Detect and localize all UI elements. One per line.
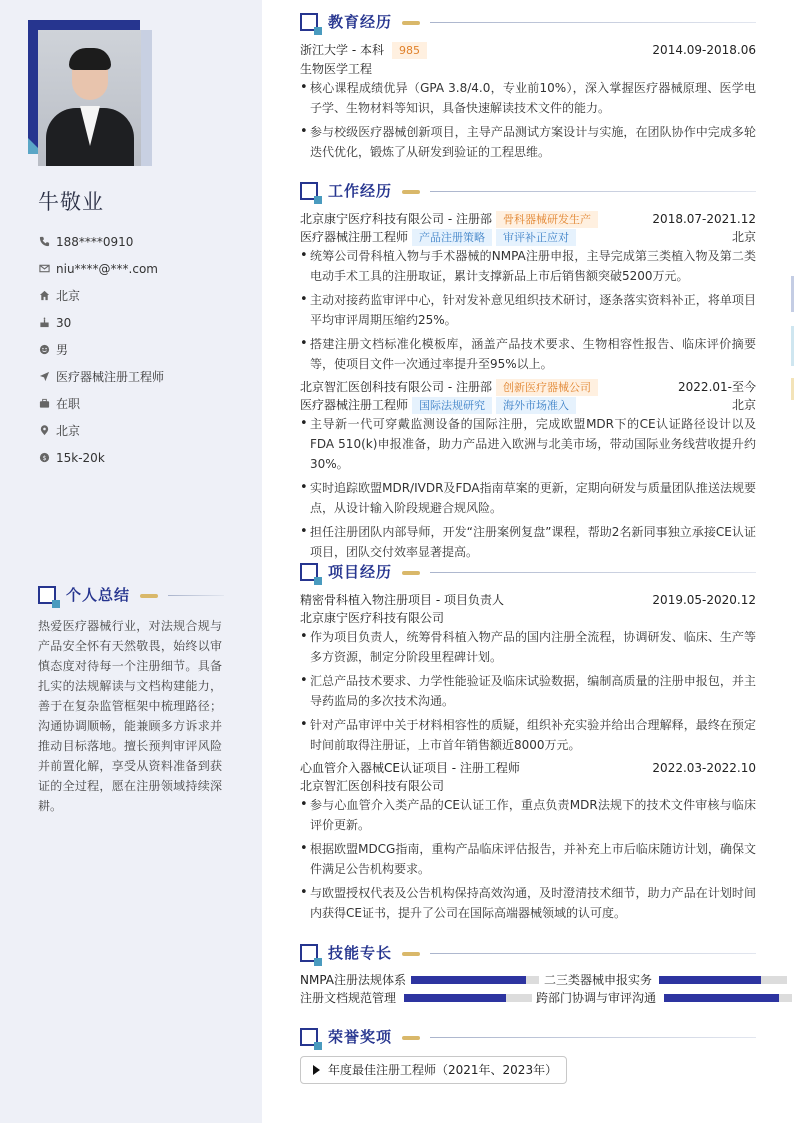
job-role: 医疗器械注册工程师 bbox=[300, 230, 409, 244]
list-item: • 汇总产品技术要求、力学性能验证及临床试验数据，编制高质量的注册申报包，并主导药监局的多次技术沟通。 bbox=[300, 671, 756, 711]
skill-bar-track bbox=[659, 976, 787, 984]
job-role-row bbox=[300, 396, 756, 414]
job-row bbox=[300, 210, 756, 228]
profile-photo-frame bbox=[28, 20, 152, 166]
svg-text:$: $ bbox=[41, 453, 47, 462]
honor-text: 年度最佳注册工程师（2021年、2023年） bbox=[328, 1063, 558, 1077]
job-date: 2022.01-至今 bbox=[678, 380, 756, 394]
project-name: 精密骨科植入物注册项目 - 项目负责人 bbox=[300, 593, 504, 607]
education-section-header bbox=[300, 12, 756, 34]
skill-bar-fill bbox=[664, 994, 779, 1002]
project-company: 北京智汇医创科技有限公司 bbox=[300, 779, 445, 793]
info-text-gender: 男 bbox=[56, 343, 69, 357]
section-icon bbox=[38, 586, 56, 604]
info-item-email bbox=[38, 255, 248, 282]
project-company: 北京康宁医疗科技有限公司 bbox=[300, 611, 445, 625]
mail-icon bbox=[38, 263, 50, 275]
section-gold-accent bbox=[402, 571, 420, 575]
major-row bbox=[300, 60, 756, 78]
section-divider bbox=[430, 572, 756, 573]
skill-item bbox=[536, 991, 792, 1005]
skill-label: 二三类器械申报实务 bbox=[544, 973, 653, 987]
education-title: 教育经历 bbox=[328, 13, 393, 31]
info-item-city bbox=[38, 417, 248, 444]
info-item-home bbox=[38, 282, 248, 309]
job-role: 医疗器械注册工程师 bbox=[300, 398, 409, 412]
play-triangle-icon bbox=[313, 1065, 320, 1075]
projects-title: 项目经历 bbox=[328, 563, 393, 581]
contact-info-list bbox=[38, 228, 248, 471]
section-divider bbox=[168, 595, 224, 596]
project-row bbox=[300, 591, 756, 609]
cake-icon bbox=[38, 317, 50, 329]
job-city: 北京 bbox=[731, 230, 756, 244]
role-tag: 海外市场准入 bbox=[496, 397, 576, 414]
section-divider bbox=[430, 1037, 756, 1038]
info-item-salary bbox=[38, 444, 248, 471]
job-city: 北京 bbox=[731, 398, 756, 412]
info-item-status bbox=[38, 390, 248, 417]
summary-text: 热爱医疗器械行业，对法规合规与产品安全怀有天然敬畏，始终以审慎态度对待每一个注册细节。具备扎实的法规解读与文档构建能力，善于在复杂监管框架中梳理路径；沟通协调顺畅，能兼顾多方诉求并推动目标落地。擅长预判审评风险并前置化解，享受从资料准备到获证的全过程，愿在注册领域持续深耕。 bbox=[38, 619, 222, 813]
honor-item[interactable] bbox=[300, 1056, 567, 1084]
school-tag: 985 bbox=[392, 42, 427, 59]
role-tag: 国际法规研究 bbox=[412, 397, 492, 414]
project-date: 2022.03-2022.10 bbox=[652, 761, 756, 775]
home-icon bbox=[38, 290, 50, 302]
info-text-status: 在职 bbox=[56, 397, 81, 411]
info-item-gender bbox=[38, 336, 248, 363]
info-text-city: 北京 bbox=[56, 424, 81, 438]
section-gold-accent bbox=[402, 21, 420, 25]
list-item: • 针对产品审评中关于材料相容性的质疑，组织补充实验并给出合理解释，最终在预定时间前取得注册证，上市首年销售额近8000万元。 bbox=[300, 715, 756, 755]
list-item: • 作为项目负责人，统筹骨科植入物产品的国内注册全流程，协调研发、临床、生产等多方资源，制定分阶段里程碑计划。 bbox=[300, 627, 756, 667]
section-icon bbox=[300, 563, 318, 581]
skills-section-header bbox=[300, 943, 756, 965]
company-tag: 骨科器械研发生产 bbox=[496, 211, 598, 228]
list-item: • 主动对接药监审评中心，针对发补意见组织技术研讨，逐条落实资料补正，将单项目平均审评周期压缩约25%。 bbox=[300, 290, 756, 330]
section-gold-accent bbox=[402, 190, 420, 194]
major: 生物医学工程 bbox=[300, 62, 373, 76]
work-section-header bbox=[300, 181, 756, 203]
summary-section-header bbox=[38, 585, 224, 607]
section-gold-accent bbox=[402, 1036, 420, 1040]
info-text-position: 医疗器械注册工程师 bbox=[56, 370, 165, 384]
school-name: 浙江大学 - 本科 bbox=[300, 43, 384, 57]
list-item: • 参与校级医疗器械创新项目，主导产品测试方案设计与实施，在团队协作中完成多轮迭代优化，锻炼了从研发到验证的工程思维。 bbox=[300, 122, 756, 162]
honors-title: 荣誉奖项 bbox=[328, 1028, 393, 1046]
job-date: 2018.07-2021.12 bbox=[652, 212, 756, 226]
section-icon bbox=[300, 944, 318, 962]
skill-label: NMPA注册法规体系 bbox=[300, 973, 407, 987]
section-divider bbox=[430, 953, 756, 954]
skill-bar-track bbox=[411, 976, 539, 984]
honors-section-header bbox=[300, 1027, 756, 1049]
list-item: • 参与心血管介入类产品的CE认证工作，重点负责MDR法规下的技术文件审核与临床评价更新。 bbox=[300, 795, 756, 835]
info-item-phone bbox=[38, 228, 248, 255]
skills-title: 技能专长 bbox=[328, 944, 393, 962]
project-bullets bbox=[300, 627, 756, 759]
list-item: • 统筹公司骨科植入物与手术器械的NMPA注册申报，主导完成第三类植入物及第二类电动手术工具的注册取证，累计支撑新品上市后销售额突破5200万元。 bbox=[300, 246, 756, 286]
project-company-row bbox=[300, 777, 756, 795]
role-tag: 产品注册策略 bbox=[412, 229, 492, 246]
info-text-phone: 188****0910 bbox=[56, 234, 134, 249]
send-icon bbox=[38, 371, 50, 383]
section-gold-accent bbox=[402, 952, 420, 956]
skill-bar-track bbox=[664, 994, 792, 1002]
phone-icon bbox=[38, 236, 50, 248]
skill-bar-fill bbox=[659, 976, 761, 984]
skill-bar-fill bbox=[404, 994, 506, 1002]
company-name: 北京智汇医创科技有限公司 - 注册部 bbox=[300, 380, 492, 394]
salary-icon bbox=[38, 452, 50, 464]
job-role-row bbox=[300, 228, 756, 246]
education-date: 2014.09-2018.06 bbox=[652, 43, 756, 57]
job-bullets bbox=[300, 414, 756, 566]
info-item-age bbox=[38, 309, 248, 336]
list-item: • 核心课程成绩优异（GPA 3.8/4.0，专业前10%），深入掌握医疗器械原理、医学电子学、生物材料等知识，具备快速解读技术文件的能力。 bbox=[300, 78, 756, 118]
job-row bbox=[300, 378, 756, 396]
job-bullets bbox=[300, 246, 756, 378]
education-bullets bbox=[300, 78, 756, 166]
info-text-email: niu****@***.com bbox=[56, 261, 158, 276]
project-date: 2019.05-2020.12 bbox=[652, 593, 756, 607]
skill-label: 注册文档规范管理 bbox=[300, 991, 397, 1005]
info-text-salary: 15k-20k bbox=[56, 450, 105, 465]
list-item: • 实时追踪欧盟MDR/IVDR及FDA指南草案的更新，定期向研发与质量团队推送法规要点，从设计输入阶段规避合规风险。 bbox=[300, 478, 756, 518]
candidate-name: 牛敬业 bbox=[38, 190, 104, 214]
section-divider bbox=[430, 191, 756, 192]
location-pin-icon bbox=[38, 425, 50, 437]
section-divider bbox=[430, 22, 756, 23]
project-row bbox=[300, 759, 756, 777]
briefcase-icon bbox=[38, 398, 50, 410]
section-icon bbox=[300, 1028, 318, 1046]
list-item: • 搭建注册文档标准化模板库，涵盖产品技术要求、生物相容性报告、临床评价摘要等，使项目文件一次通过率提升至95%以上。 bbox=[300, 334, 756, 374]
company-tag: 创新医疗器械公司 bbox=[496, 379, 598, 396]
info-item-position bbox=[38, 363, 248, 390]
section-gold-accent bbox=[140, 594, 158, 598]
section-icon bbox=[300, 182, 318, 200]
list-item: • 与欧盟授权代表及公告机构保持高效沟通，及时澄清技术细节，助力产品在计划时间内获得CE证书，提升了公司在国际高端器械领域的认可度。 bbox=[300, 883, 756, 923]
summary-title: 个人总结 bbox=[66, 586, 131, 604]
skill-bar-track bbox=[404, 994, 532, 1002]
education-row bbox=[300, 41, 756, 59]
role-tag: 审评补正应对 bbox=[496, 229, 576, 246]
list-item: • 主导新一代可穿戴监测设备的国际注册，完成欧盟MDR下的CE认证路径设计以及FDA 510(k)申报准备，助力产品进入欧洲与北美市场，带动国际业务线营收提升约30%。 bbox=[300, 414, 756, 474]
skill-item bbox=[300, 973, 539, 987]
company-name: 北京康宁医疗科技有限公司 - 注册部 bbox=[300, 212, 492, 226]
skill-item bbox=[300, 991, 532, 1005]
project-bullets bbox=[300, 795, 756, 927]
skill-bar-fill bbox=[411, 976, 526, 984]
projects-section-header bbox=[300, 562, 756, 584]
skill-label: 跨部门协调与审评沟通 bbox=[536, 991, 657, 1005]
list-item: • 根据欧盟MDCG指南，重构产品临床评估报告，并补充上市后临床随访计划，确保文件满足公告机构要求。 bbox=[300, 839, 756, 879]
sidebar bbox=[0, 0, 262, 1123]
section-icon bbox=[300, 13, 318, 31]
gender-icon bbox=[38, 344, 50, 356]
info-text-home: 北京 bbox=[56, 289, 81, 303]
list-item: • 担任注册团队内部导师，开发“注册案例复盘”课程，帮助2名新同事独立承接CE认证项目，团队交付效率显著提高。 bbox=[300, 522, 756, 562]
skill-item bbox=[544, 973, 787, 987]
info-text-age: 30 bbox=[56, 315, 72, 330]
profile-photo bbox=[38, 30, 141, 166]
work-title: 工作经历 bbox=[328, 182, 393, 200]
project-name: 心血管介入器械CE认证项目 - 注册工程师 bbox=[300, 761, 520, 775]
project-company-row bbox=[300, 609, 756, 627]
